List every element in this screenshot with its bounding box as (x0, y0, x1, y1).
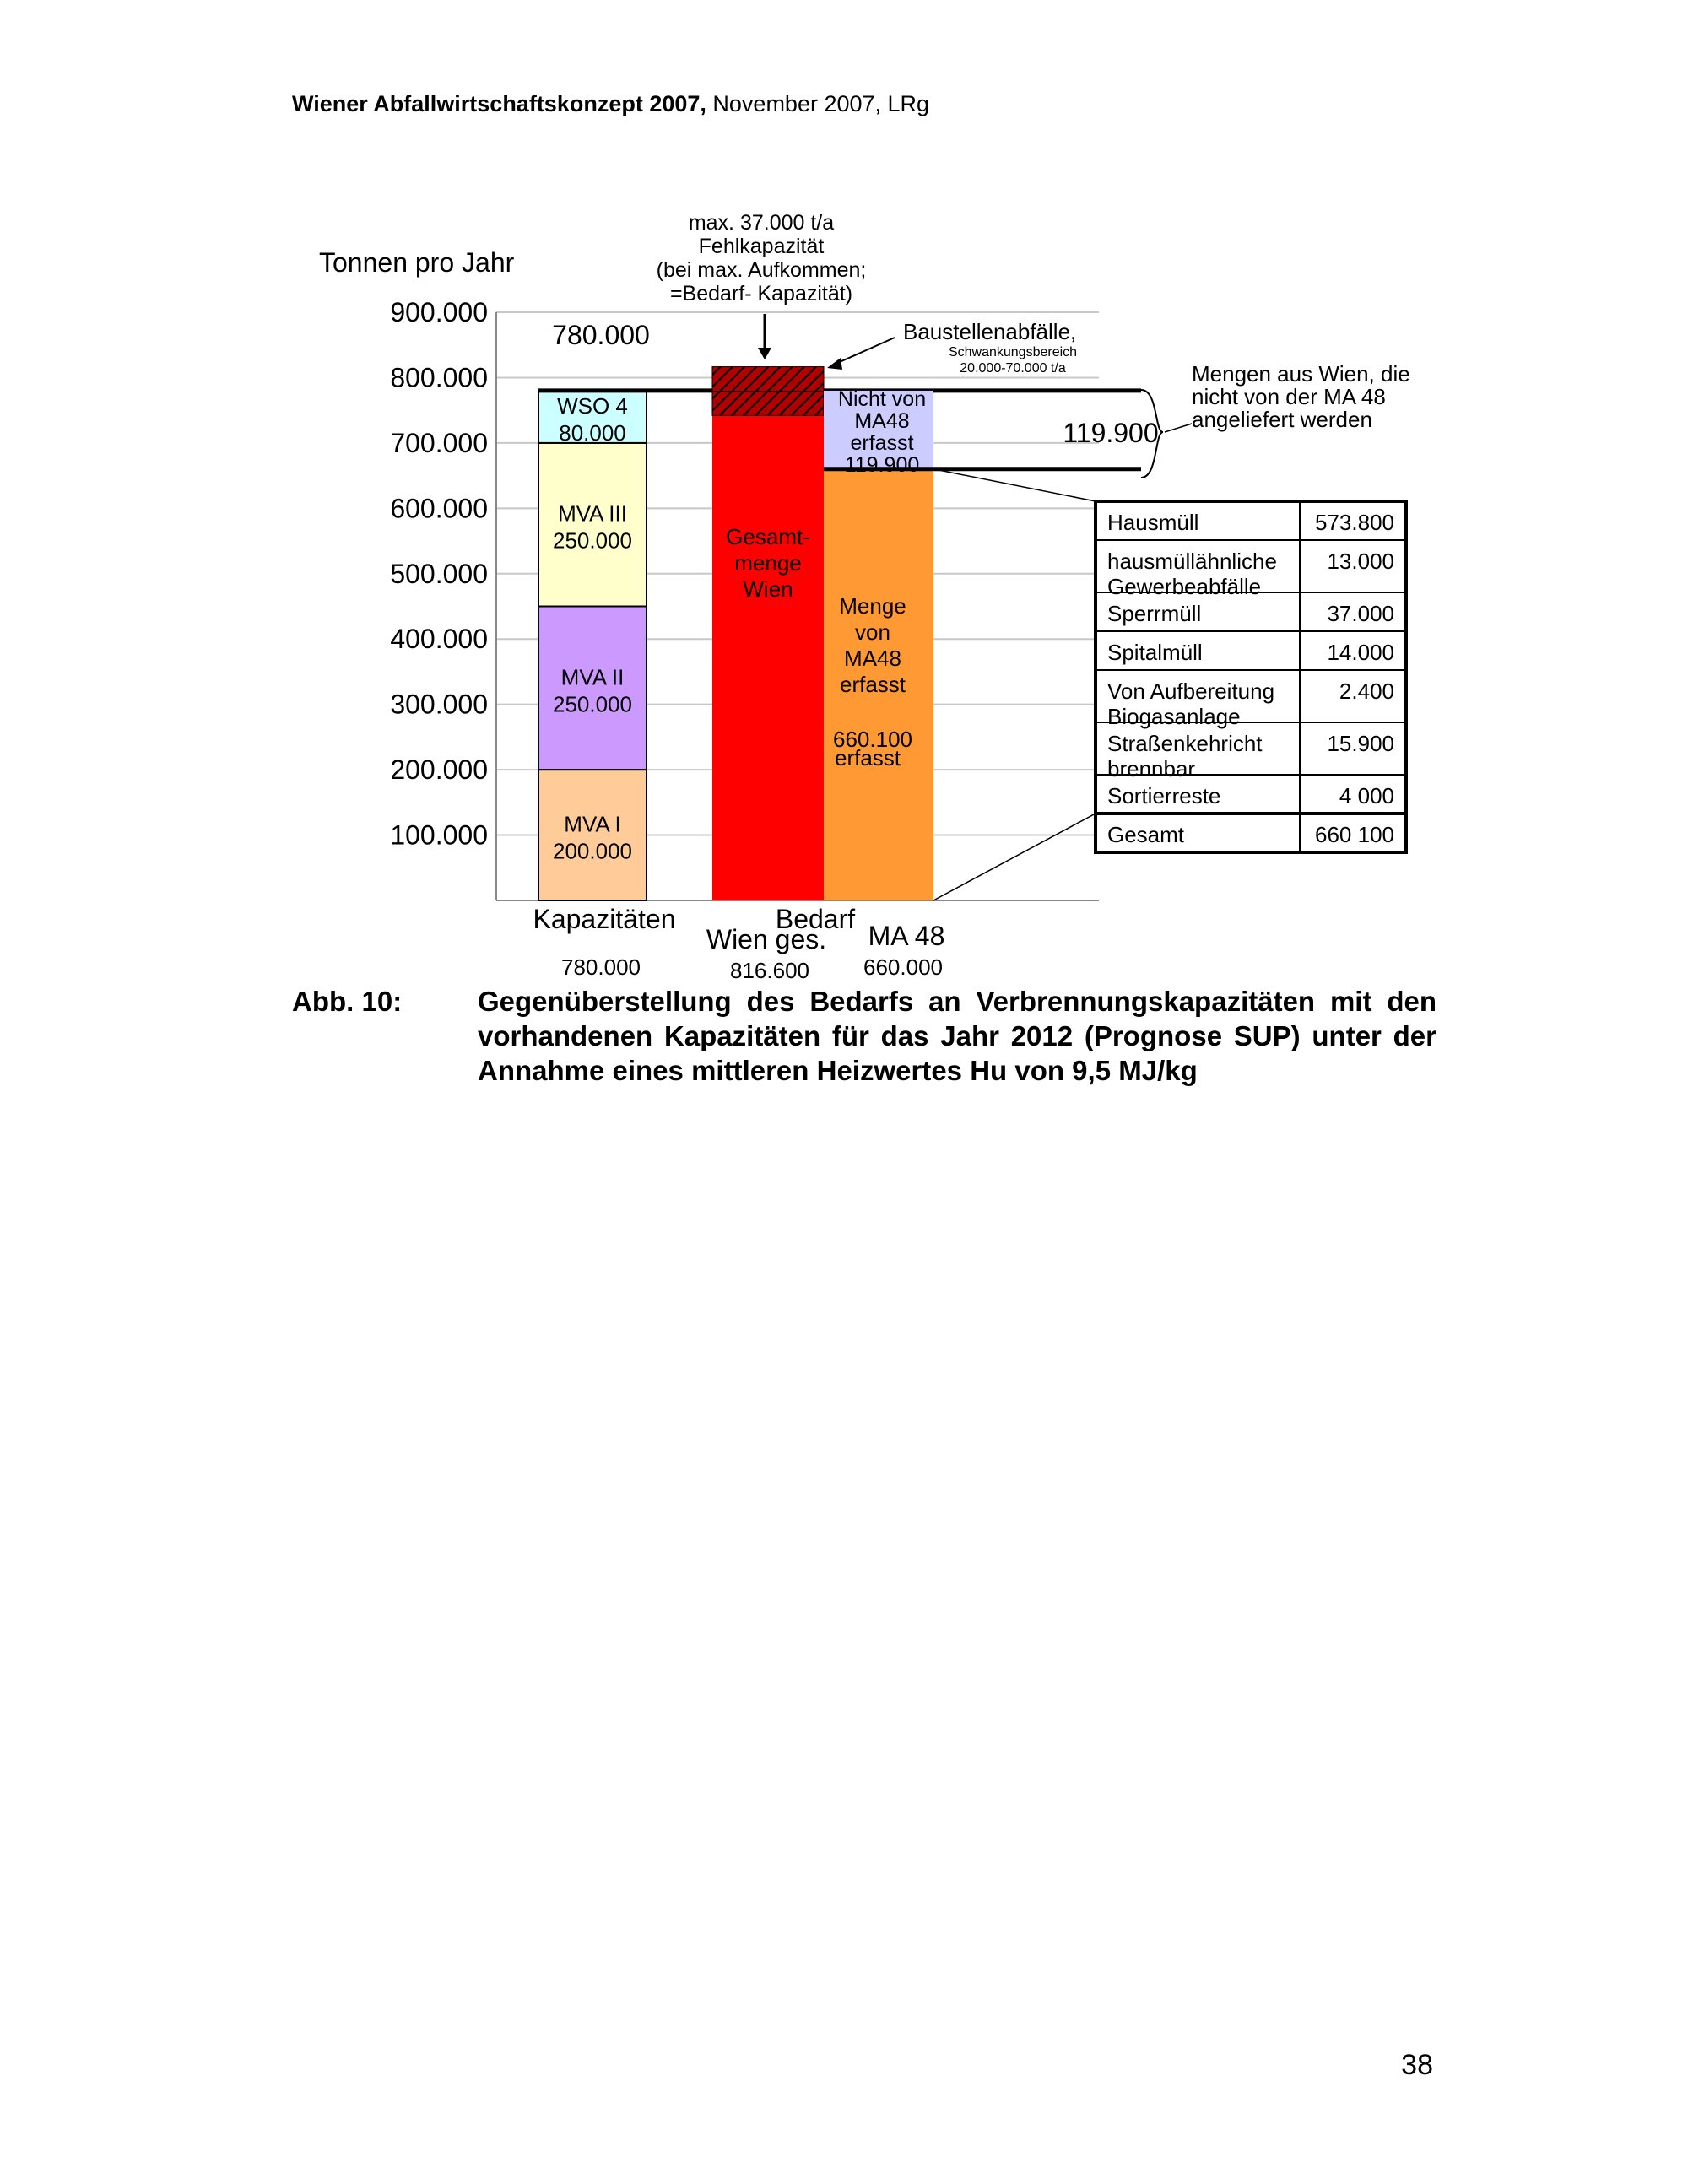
y-tick-label: 600.000 (390, 493, 488, 524)
table-row-name: Sperrmüll (1107, 601, 1202, 626)
table-row-value: 15.900 (1327, 731, 1394, 756)
table-connector-bottom (933, 814, 1096, 900)
table-row-name: Von Aufbereitung (1107, 678, 1275, 704)
table-row-value: 37.000 (1327, 601, 1394, 626)
y-tick-label: 800.000 (390, 362, 488, 393)
bar-total-ma48: 660.000 (863, 954, 943, 979)
annotation-fehlkapazitaet-line: (bei max. Aufkommen; (656, 258, 867, 282)
caption-label: Abb. 10: (292, 986, 403, 1017)
segment-label-line-ma48: Menge (839, 593, 906, 619)
page-number: 38 (1401, 2049, 1433, 2081)
annotation-baustellenabfaelle: Baustellenabfälle, (903, 319, 1077, 344)
table-row-value: 14.000 (1327, 640, 1394, 665)
annotation-fehlkapazitaet-line: =Bedarf- Kapazität) (669, 282, 853, 305)
segment-value-sub-ma48: erfasst (834, 745, 901, 770)
bar-segment-bau (712, 367, 824, 392)
segment-label-mva2: MVA II (560, 664, 625, 690)
table-row-name: Spitalmüll (1107, 640, 1203, 665)
caption-text: Gegenüberstellung des Bedarfs an Verbrennungskapazitäten mit den vorhandenen Kapazitäten für das Jahr 2012 (Prognose SUP) unter der Annahme eines mittleren Heizwertes Hu von 9,5 MJ/kg (478, 986, 1436, 1086)
bar-total-kapazitaeten: 780.000 (561, 954, 641, 979)
capacity-line-label: 780.000 (552, 320, 650, 350)
brace-text-line: Mengen aus Wien, die (1192, 361, 1410, 387)
table-row-name: brennbar (1107, 756, 1196, 781)
table-row-name: Biogasanlage (1107, 704, 1241, 729)
y-tick-label: 400.000 (390, 624, 488, 655)
segment-label-line-nicht-ma48: erfasst (850, 431, 914, 455)
table-row-name: hausmüllähnliche (1107, 549, 1277, 574)
segment-value-mva1: 200.000 (553, 838, 632, 864)
segment-label-wso4: WSO 4 (557, 392, 628, 419)
brace-value: 119.900 (1063, 418, 1159, 448)
table-row-name: Straßenkehricht (1107, 731, 1263, 756)
segment-value-mva3: 250.000 (553, 527, 632, 554)
y-tick-label: 200.000 (390, 754, 488, 786)
segment-label-line-gesamt: Gesamt- (726, 524, 810, 549)
segment-label-line-ma48: von (855, 619, 890, 645)
table-row-value: 13.000 (1327, 549, 1394, 574)
table-row-value: 4 000 (1339, 783, 1394, 808)
table-row-name: Gesamt (1107, 822, 1185, 847)
y-tick-label: 700.000 (390, 427, 488, 458)
header-title-bold: Wiener Abfallwirtschaftskonzept 2007, (292, 91, 706, 116)
segment-label-line-nicht-ma48: MA48 (854, 409, 910, 433)
y-tick-label: 900.000 (390, 297, 488, 327)
category-label-bedarf-line2: Wien ges. (706, 924, 827, 954)
category-label-kapazitaeten: Kapazitäten (533, 904, 676, 934)
segment-label-mva3: MVA III (558, 500, 627, 527)
arrowhead-baustellenabfaelle (827, 358, 842, 370)
annotation-schwankungsbereich-range: 20.000-70.000 t/a (960, 361, 1066, 376)
table-row-value: 660 100 (1315, 822, 1394, 847)
segment-label-line-ma48: erfasst (839, 672, 906, 697)
table-row-name: Sortierreste (1107, 783, 1221, 808)
bar-total-bedarf: 816.600 (730, 958, 809, 979)
table-row-value: 573.800 (1315, 510, 1394, 535)
segment-value-ma48: 660.100 (833, 727, 912, 752)
bar-segment-fehl (712, 392, 824, 416)
annotation-fehlkapazitaet-line: Fehlkapazität (698, 235, 825, 258)
annotation-schwankungsbereich: Schwankungsbereich (948, 345, 1078, 359)
y-tick-label: 100.000 (390, 819, 488, 851)
segment-label-line-nicht-ma48: 119.900 (844, 453, 920, 477)
segment-label-line-gesamt: Wien (743, 576, 793, 602)
arrowhead-fehlkapazitaet (758, 348, 771, 359)
brace-text-line: nicht von der MA 48 (1192, 384, 1386, 409)
segment-label-line-ma48: MA48 (844, 646, 901, 671)
segment-label-line-gesamt: menge (734, 550, 802, 576)
y-axis-title: Tonnen pro Jahr (319, 247, 515, 278)
category-label-ma48: MA 48 (868, 921, 945, 951)
bar-segment-gesamt (712, 415, 824, 900)
annotation-fehlkapazitaet-line: max. 37.000 t/a (688, 211, 835, 235)
segment-value-mva2: 250.000 (553, 691, 632, 717)
table-row-name: Gewerbeabfälle (1107, 574, 1262, 599)
header-title-rest: November 2007, LRg (706, 91, 930, 116)
capacity-chart (0, 0, 1688, 979)
y-tick-label: 300.000 (390, 689, 488, 720)
table-connector-top (933, 469, 1096, 501)
table-row-value: 2.400 (1339, 678, 1394, 704)
arrow-baustellenabfaelle (834, 338, 895, 365)
segment-label-mva1: MVA I (564, 811, 621, 837)
brace-connector (1165, 424, 1192, 432)
table-row-name: Hausmüll (1107, 510, 1199, 535)
segment-value-wso4: 80.000 (559, 419, 626, 446)
brace-text-line: angeliefert werden (1192, 407, 1372, 432)
category-label-bedarf-line1: Bedarf (775, 904, 856, 934)
segment-label-line-nicht-ma48: Nicht von (837, 387, 927, 411)
y-tick-label: 500.000 (390, 558, 488, 589)
